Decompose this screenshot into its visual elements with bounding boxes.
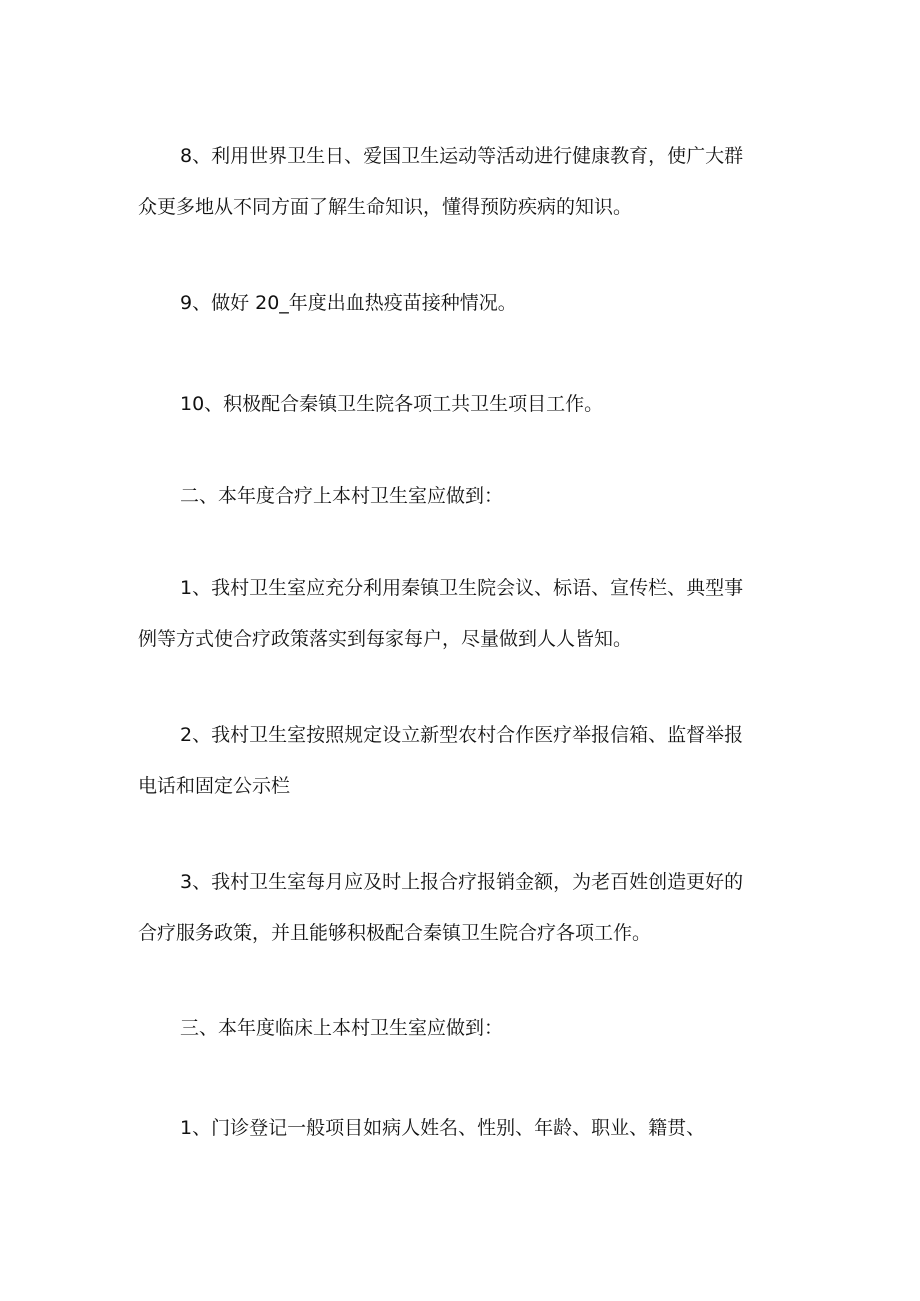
- text-line: 8、利用世界卫生日、爱国卫生运动等活动进行健康教育，使广大群: [180, 145, 744, 167]
- text-line: 三、本年度临床上本村卫生室应做到：: [180, 1017, 504, 1039]
- text-line: 二、本年度合疗上本村卫生室应做到：: [180, 485, 504, 507]
- paragraph-item-9: [138, 291, 788, 316]
- text-line: 1、门诊登记一般项目如病人姓名、性别、年龄、职业、籍贯、: [180, 1117, 706, 1139]
- text-line: 2、我村卫生室按照规定设立新型农村合作医疗举报信箱、监督举报: [180, 724, 744, 746]
- paragraph-section3-item-1: [138, 1116, 788, 1141]
- paragraph-section2-item-1: [138, 576, 788, 652]
- paragraph-item-8: [138, 144, 788, 220]
- text-line: 10、积极配合秦镇卫生院各项工共卫生项目工作。: [180, 393, 604, 415]
- paragraph-item-10: [138, 392, 788, 417]
- paragraph-section2-item-2: [138, 723, 788, 799]
- text-line: 合疗服务政策，并且能够积极配合秦镇卫生院合疗各项工作。: [138, 922, 652, 944]
- text-line: 1、我村卫生室应充分利用秦镇卫生院会议、标语、宣传栏、典型事: [180, 577, 744, 599]
- text-line: 例等方式使合疗政策落实到每家每户，尽量做到人人皆知。: [138, 628, 633, 650]
- section-heading-2: [138, 484, 788, 509]
- text-line: 众更多地从不同方面了解生命知识，懂得预防疾病的知识。: [138, 196, 633, 218]
- section-heading-3: [138, 1016, 788, 1041]
- text-line: 3、我村卫生室每月应及时上报合疗报销金额，为老百姓创造更好的: [180, 871, 744, 893]
- paragraph-section2-item-3: [138, 870, 788, 946]
- text-line: 电话和固定公示栏: [138, 775, 291, 797]
- text-line: 9、做好 20_年度出血热疫苗接种情况。: [180, 292, 517, 314]
